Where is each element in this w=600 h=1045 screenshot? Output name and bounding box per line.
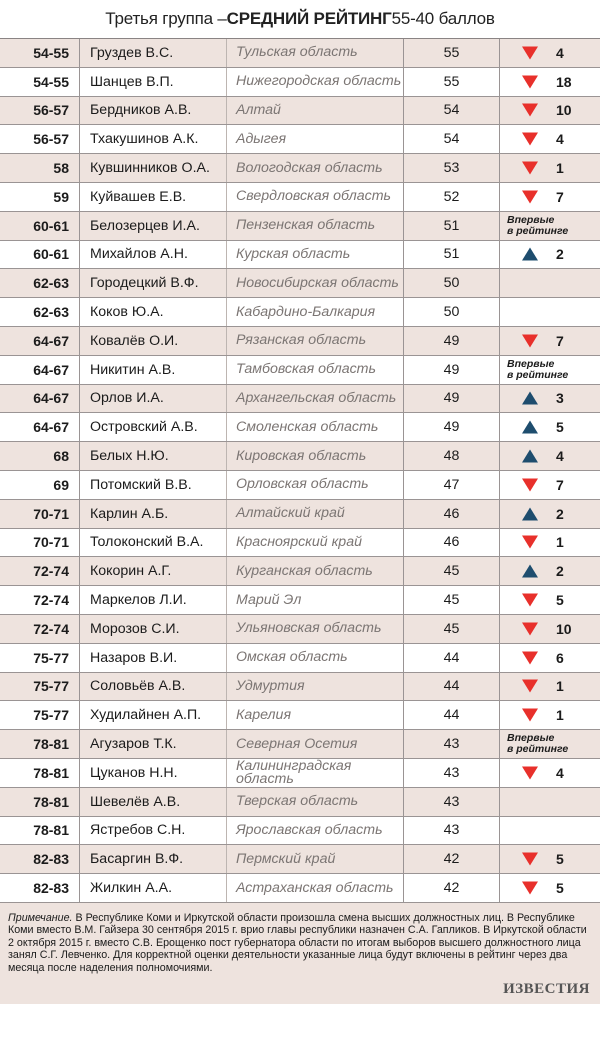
rank-cell: 62-63 xyxy=(0,298,80,326)
rank-cell: 75-77 xyxy=(0,644,80,672)
table-row xyxy=(0,615,600,644)
table-row xyxy=(0,183,600,212)
name-cell: Белозерцев И.А. xyxy=(80,212,227,240)
change-value: 2 xyxy=(556,563,564,580)
change-cell xyxy=(500,183,600,211)
rank-cell: 64-67 xyxy=(0,413,80,441)
score-cell: 46 xyxy=(404,529,500,557)
rank-cell: 70-71 xyxy=(0,529,80,557)
table-row xyxy=(0,356,600,385)
region-cell: Марий Эл xyxy=(227,586,404,614)
new-entry-line1: Впервые xyxy=(507,357,555,370)
table-row xyxy=(0,97,600,126)
region-cell: Кабардино-Балкария xyxy=(227,298,404,326)
change-cell xyxy=(500,125,600,153)
new-entry-line1: Впервые xyxy=(507,213,555,226)
name-cell: Бердников А.В. xyxy=(80,97,227,125)
change-value: 5 xyxy=(556,880,564,896)
table-row xyxy=(0,241,600,270)
new-entry-line2: в рейтинге xyxy=(507,743,569,756)
name-cell: Коков Ю.А. xyxy=(80,298,227,326)
table-row xyxy=(0,212,600,241)
change-cell xyxy=(500,413,600,441)
triangle-up-icon xyxy=(522,248,538,261)
change-value: 5 xyxy=(556,592,564,609)
new-entry-label xyxy=(507,215,568,237)
izvestia-logo: ИЗВЕСТИЯ xyxy=(503,980,590,997)
region-cell: Удмуртия xyxy=(227,673,404,701)
change-cell xyxy=(500,701,600,729)
change-value: 10 xyxy=(556,620,572,637)
new-entry-line2: в рейтинге xyxy=(507,368,569,381)
change-value: 2 xyxy=(556,246,564,263)
name-cell: Груздев В.С. xyxy=(80,39,227,67)
table-row xyxy=(0,874,600,903)
change-cell xyxy=(500,557,600,585)
name-cell: Назаров В.И. xyxy=(80,644,227,672)
triangle-down-icon xyxy=(522,622,538,635)
table-row xyxy=(0,759,600,788)
rank-cell: 75-77 xyxy=(0,673,80,701)
triangle-up-icon xyxy=(522,507,538,520)
change-value: 1 xyxy=(556,678,564,695)
score-cell: 52 xyxy=(404,183,500,211)
table-row xyxy=(0,327,600,356)
rank-cell: 75-77 xyxy=(0,701,80,729)
region-cell: Курганская область xyxy=(227,557,404,585)
triangle-down-icon xyxy=(522,162,538,175)
table-row xyxy=(0,845,600,874)
change-value: 7 xyxy=(556,476,564,493)
region-cell: Тульская область xyxy=(227,39,404,67)
change-value: 3 xyxy=(556,390,564,407)
title-suffix: 55-40 баллов xyxy=(391,9,495,28)
change-value: 1 xyxy=(556,534,564,551)
name-cell: Ястребов С.Н. xyxy=(80,817,227,845)
table-row xyxy=(0,298,600,327)
name-cell: Куйвашев Е.В. xyxy=(80,183,227,211)
change-cell xyxy=(500,212,600,240)
region-cell: Свердловская область xyxy=(227,183,404,211)
name-cell: Островский А.В. xyxy=(80,413,227,441)
change-cell xyxy=(500,269,600,297)
change-value: 10 xyxy=(556,102,572,119)
region-cell: Красноярский край xyxy=(227,529,404,557)
region-cell: Пермский край xyxy=(227,845,404,873)
new-entry-label xyxy=(507,733,568,755)
rank-cell: 69 xyxy=(0,471,80,499)
new-entry-label xyxy=(507,359,568,381)
region-cell: Пензенская область xyxy=(227,212,404,240)
change-cell xyxy=(500,385,600,413)
change-cell xyxy=(500,529,600,557)
triangle-down-icon xyxy=(522,766,538,779)
score-cell: 43 xyxy=(404,759,500,787)
region-cell: Курская область xyxy=(227,241,404,269)
score-cell: 49 xyxy=(404,413,500,441)
title-bold: СРЕДНИЙ РЕЙТИНГ xyxy=(226,9,392,28)
name-cell: Ковалёв О.И. xyxy=(80,327,227,355)
triangle-down-icon xyxy=(522,594,538,607)
change-value: 1 xyxy=(556,160,564,177)
rank-cell: 82-83 xyxy=(0,874,80,902)
name-cell: Шанцев В.П. xyxy=(80,68,227,96)
change-cell xyxy=(500,730,600,758)
change-value: 6 xyxy=(556,649,564,666)
change-cell xyxy=(500,845,600,873)
table-row xyxy=(0,817,600,846)
table-row xyxy=(0,471,600,500)
score-cell: 44 xyxy=(404,673,500,701)
name-cell: Цуканов Н.Н. xyxy=(80,759,227,787)
score-cell: 42 xyxy=(404,874,500,902)
change-cell xyxy=(500,39,600,67)
score-cell: 50 xyxy=(404,298,500,326)
rank-cell: 56-57 xyxy=(0,97,80,125)
change-cell xyxy=(500,874,600,902)
rank-cell: 64-67 xyxy=(0,385,80,413)
region-cell: Алтайский край xyxy=(227,500,404,528)
triangle-down-icon xyxy=(522,190,538,203)
score-cell: 47 xyxy=(404,471,500,499)
new-entry-line1: Впервые xyxy=(507,732,555,745)
rank-cell: 60-61 xyxy=(0,212,80,240)
change-cell xyxy=(500,327,600,355)
score-cell: 55 xyxy=(404,39,500,67)
score-cell: 54 xyxy=(404,97,500,125)
triangle-down-icon xyxy=(522,104,538,117)
footnote-lead: Примечание. xyxy=(8,911,73,924)
name-cell: Толоконский В.А. xyxy=(80,529,227,557)
change-cell xyxy=(500,817,600,845)
score-cell: 44 xyxy=(404,701,500,729)
table-row xyxy=(0,385,600,414)
page-title xyxy=(0,0,600,38)
change-cell xyxy=(500,298,600,326)
triangle-up-icon xyxy=(522,421,538,434)
change-cell xyxy=(500,759,600,787)
triangle-down-icon xyxy=(522,75,538,88)
table-row xyxy=(0,586,600,615)
region-cell: Астраханская область xyxy=(227,874,404,902)
change-value: 18 xyxy=(556,73,572,90)
name-cell: Худилайнен А.П. xyxy=(80,701,227,729)
change-cell xyxy=(500,615,600,643)
change-value: 2 xyxy=(556,505,564,522)
name-cell: Соловьёв А.В. xyxy=(80,673,227,701)
change-cell xyxy=(500,442,600,470)
score-cell: 45 xyxy=(404,586,500,614)
rank-cell: 78-81 xyxy=(0,817,80,845)
triangle-up-icon xyxy=(522,392,538,405)
rank-cell: 56-57 xyxy=(0,125,80,153)
score-cell: 49 xyxy=(404,356,500,384)
region-cell: Орловская область xyxy=(227,471,404,499)
region-cell: Адыгея xyxy=(227,125,404,153)
triangle-down-icon xyxy=(522,709,538,722)
rank-cell: 54-55 xyxy=(0,68,80,96)
triangle-down-icon xyxy=(522,882,538,895)
name-cell: Кокорин А.Г. xyxy=(80,557,227,585)
name-cell: Маркелов Л.И. xyxy=(80,586,227,614)
change-value: 7 xyxy=(556,332,564,349)
rank-cell: 78-81 xyxy=(0,759,80,787)
region-cell: Архангельская область xyxy=(227,385,404,413)
rank-cell: 72-74 xyxy=(0,615,80,643)
name-cell: Орлов И.А. xyxy=(80,385,227,413)
rank-cell: 64-67 xyxy=(0,327,80,355)
rank-cell: 82-83 xyxy=(0,845,80,873)
name-cell: Никитин А.В. xyxy=(80,356,227,384)
new-entry-line2: в рейтинге xyxy=(507,224,569,237)
name-cell: Шевелёв А.В. xyxy=(80,788,227,816)
table-row xyxy=(0,529,600,558)
change-value: 4 xyxy=(556,44,564,61)
triangle-down-icon xyxy=(522,680,538,693)
region-cell: Тверская область xyxy=(227,788,404,816)
name-cell: Агузаров Т.К. xyxy=(80,730,227,758)
table-row xyxy=(0,788,600,817)
rating-table xyxy=(0,38,600,903)
region-cell: Омская область xyxy=(227,644,404,672)
rank-cell: 60-61 xyxy=(0,241,80,269)
region-cell: Северная Осетия xyxy=(227,730,404,758)
title-prefix: Третья группа – xyxy=(105,9,227,28)
change-cell xyxy=(500,154,600,182)
region-cell: Карелия xyxy=(227,701,404,729)
table-row xyxy=(0,413,600,442)
name-cell: Морозов С.И. xyxy=(80,615,227,643)
triangle-down-icon xyxy=(522,536,538,549)
table-row xyxy=(0,730,600,759)
score-cell: 45 xyxy=(404,615,500,643)
score-cell: 49 xyxy=(404,385,500,413)
footnote-text: В Республике Коми и Иркутской области произошла смена высших должностных лиц. В Республике Коми вместо В.М. Гайзера 30 сентября 2015 г. врио главы республики назначен С.А. Гапликов. В Иркутской области 2 октября 2015 г. вместо С.В. Ерощенко пост губернатора области по итогам выборов высшего должностного лица занял С.Г. Левченко. Для корректной оценки деятельности указанные лица будут включены в рейтинг через два месяца после наделения полномочиями. xyxy=(8,911,587,974)
triangle-down-icon xyxy=(522,853,538,866)
rank-cell: 72-74 xyxy=(0,586,80,614)
name-cell: Карлин А.Б. xyxy=(80,500,227,528)
name-cell: Белых Н.Ю. xyxy=(80,442,227,470)
name-cell: Кувшинников О.А. xyxy=(80,154,227,182)
table-row xyxy=(0,68,600,97)
triangle-down-icon xyxy=(522,133,538,146)
change-value: 1 xyxy=(556,707,564,724)
rank-cell: 68 xyxy=(0,442,80,470)
table-row xyxy=(0,673,600,702)
name-cell: Потомский В.В. xyxy=(80,471,227,499)
score-cell: 48 xyxy=(404,442,500,470)
rank-cell: 70-71 xyxy=(0,500,80,528)
name-cell: Михайлов А.Н. xyxy=(80,241,227,269)
change-value: 7 xyxy=(556,188,564,205)
table-row xyxy=(0,644,600,673)
rank-cell: 72-74 xyxy=(0,557,80,585)
table-row xyxy=(0,269,600,298)
triangle-up-icon xyxy=(522,450,538,463)
score-cell: 43 xyxy=(404,817,500,845)
triangle-down-icon xyxy=(522,334,538,347)
region-cell: Нижегородская область xyxy=(227,68,404,96)
change-cell xyxy=(500,673,600,701)
table-row xyxy=(0,442,600,471)
rank-cell: 59 xyxy=(0,183,80,211)
table-row xyxy=(0,701,600,730)
triangle-down-icon xyxy=(522,46,538,59)
region-cell: Калининградская область xyxy=(227,759,404,787)
rank-cell: 64-67 xyxy=(0,356,80,384)
change-cell xyxy=(500,241,600,269)
region-cell: Тамбовская область xyxy=(227,356,404,384)
triangle-up-icon xyxy=(522,565,538,578)
triangle-down-icon xyxy=(522,651,538,664)
score-cell: 45 xyxy=(404,557,500,585)
score-cell: 43 xyxy=(404,730,500,758)
change-cell xyxy=(500,97,600,125)
score-cell: 50 xyxy=(404,269,500,297)
region-cell: Ульяновская область xyxy=(227,615,404,643)
score-cell: 49 xyxy=(404,327,500,355)
score-cell: 54 xyxy=(404,125,500,153)
score-cell: 43 xyxy=(404,788,500,816)
region-cell: Ярославская область xyxy=(227,817,404,845)
change-cell xyxy=(500,356,600,384)
score-cell: 51 xyxy=(404,212,500,240)
rank-cell: 62-63 xyxy=(0,269,80,297)
name-cell: Басаргин В.Ф. xyxy=(80,845,227,873)
rank-cell: 78-81 xyxy=(0,788,80,816)
rank-cell: 54-55 xyxy=(0,39,80,67)
score-cell: 51 xyxy=(404,241,500,269)
change-value: 4 xyxy=(556,764,564,781)
region-cell: Алтай xyxy=(227,97,404,125)
region-cell: Смоленская область xyxy=(227,413,404,441)
change-cell xyxy=(500,68,600,96)
region-cell: Новосибирская область xyxy=(227,269,404,297)
change-value: 4 xyxy=(556,131,564,148)
table-row xyxy=(0,500,600,529)
change-cell xyxy=(500,586,600,614)
region-cell: Вологодская область xyxy=(227,154,404,182)
score-cell: 53 xyxy=(404,154,500,182)
change-cell xyxy=(500,471,600,499)
change-value: 5 xyxy=(556,851,564,868)
triangle-down-icon xyxy=(522,478,538,491)
rank-cell: 58 xyxy=(0,154,80,182)
score-cell: 46 xyxy=(404,500,500,528)
change-value: 4 xyxy=(556,448,564,465)
name-cell: Жилкин А.А. xyxy=(80,874,227,902)
name-cell: Городецкий В.Ф. xyxy=(80,269,227,297)
table-row xyxy=(0,125,600,154)
table-row xyxy=(0,154,600,183)
region-cell: Рязанская область xyxy=(227,327,404,355)
rank-cell: 78-81 xyxy=(0,730,80,758)
name-cell: Тхакушинов А.К. xyxy=(80,125,227,153)
score-cell: 44 xyxy=(404,644,500,672)
change-value: 5 xyxy=(556,419,564,436)
footnote xyxy=(0,903,600,1004)
change-cell xyxy=(500,500,600,528)
table-row xyxy=(0,39,600,68)
change-cell xyxy=(500,644,600,672)
score-cell: 42 xyxy=(404,845,500,873)
score-cell: 55 xyxy=(404,68,500,96)
change-cell xyxy=(500,788,600,816)
region-cell: Кировская область xyxy=(227,442,404,470)
table-row xyxy=(0,557,600,586)
